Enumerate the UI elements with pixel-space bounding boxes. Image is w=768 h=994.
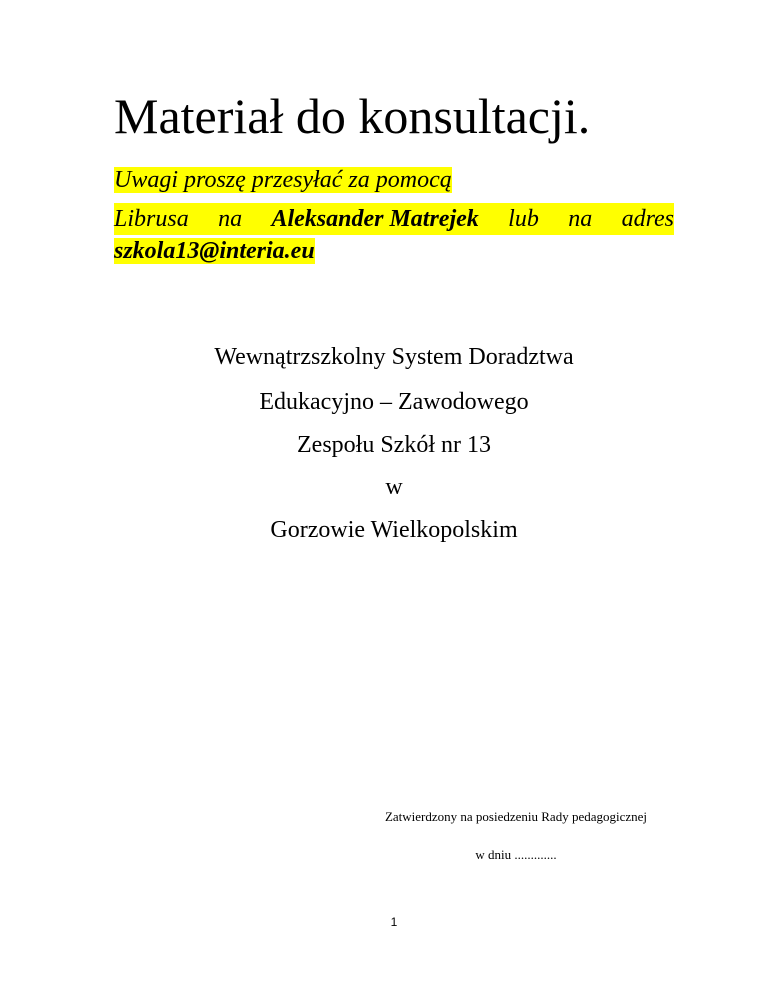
notice-email: szkola13@interia.eu <box>114 238 315 264</box>
notice-block <box>114 203 674 267</box>
notice-word-na-2: na <box>568 203 592 235</box>
notice-word-lub: lub <box>508 203 539 235</box>
approval-note: Zatwierdzony na posiedzeniu Rady pedagogicznej <box>384 809 648 824</box>
approval-date: w dniu ............. <box>475 847 557 862</box>
notice-text-1: Uwagi proszę przesyłać za pomocą <box>114 167 452 193</box>
heading-line-4: w <box>385 474 403 500</box>
heading-line-1: Wewnątrzszkolny System Doradztwa <box>214 344 574 370</box>
heading-line-2: Edukacyjno – Zawodowego <box>259 389 529 415</box>
heading-line-5: Gorzowie Wielkopolskim <box>270 517 518 543</box>
heading-line-3: Zespołu Szkół nr 13 <box>297 432 491 458</box>
notice-line-1 <box>114 164 452 196</box>
notice-line-2 <box>114 203 674 235</box>
notice-word-adres: adres <box>622 203 674 235</box>
notice-line-3 <box>114 235 674 267</box>
notice-person-name: Aleksander Matrejek <box>271 203 478 235</box>
document-title: Materiał do konsultacji. <box>114 88 591 144</box>
notice-word-librusa: Librusa <box>114 203 189 235</box>
notice-word-na: na <box>218 203 242 235</box>
page-number: 1 <box>390 915 398 929</box>
